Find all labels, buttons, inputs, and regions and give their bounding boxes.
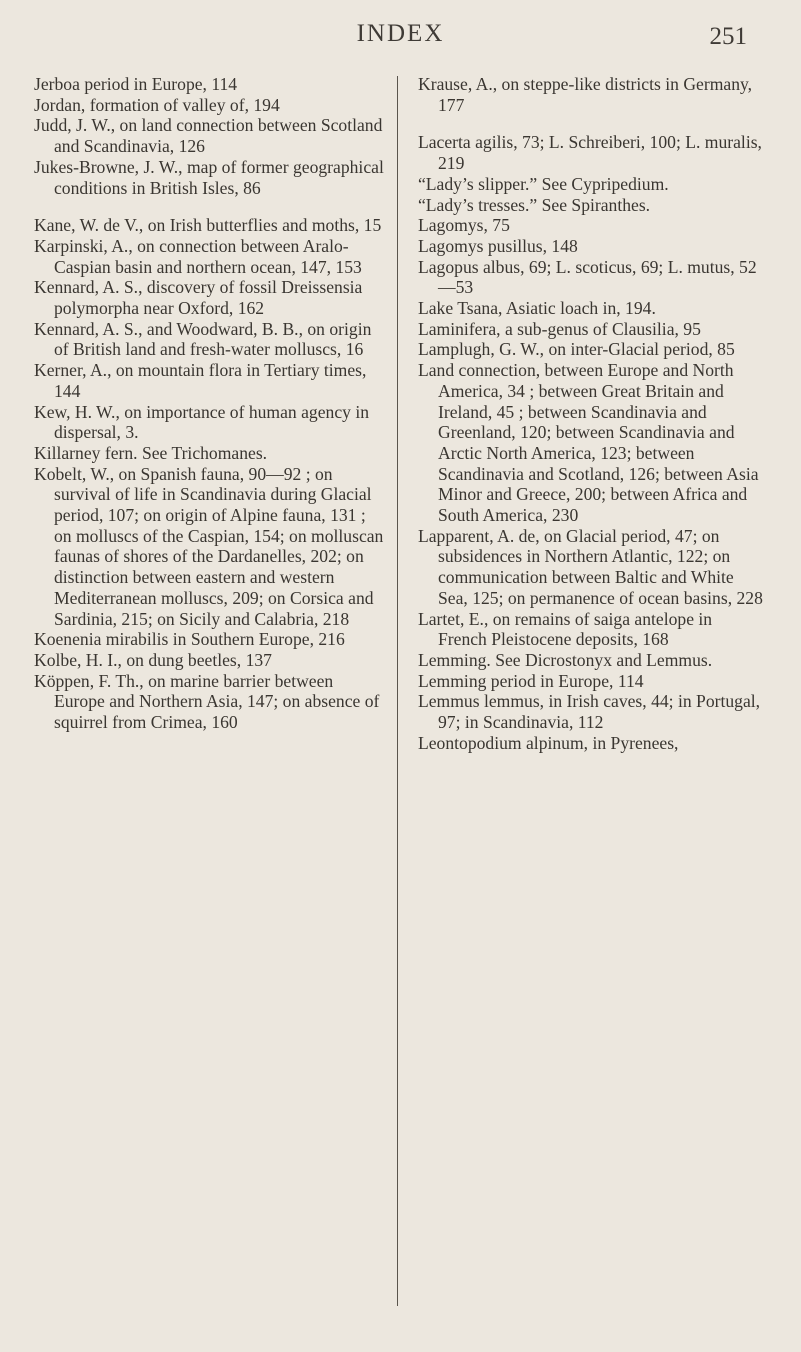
page-number: 251 — [709, 23, 747, 50]
index-entry: Köppen, F. Th., on marine barrier between Europe and Northern Asia, 147; on absence of squirrel from Crimea, 160 — [34, 670, 380, 733]
index-entry: Kane, W. de V., on Irish butterflies and moths, 15 — [34, 215, 382, 236]
index-entry: Kobelt, W., on Spanish fauna, 90—92 ; on survival of life in Scandinavia during Glacial period, 107; on origin of Alpine fauna, 131 ; on molluscs of the Caspian, 154; on molluscan faunas of shores of the Dardanelles, 202; on distinction between eastern and western Mediterranean molluscs, 209; on Corsica and Sardinia, 215; on Sicily and Calabria, 218 — [34, 463, 384, 629]
index-entry: Lagopus albus, 69; L. scoticus, 69; L. mutus, 52—53 — [418, 256, 757, 298]
index-entry: Kennard, A. S., discovery of fossil Dreissensia polymorpha near Oxford, 162 — [34, 277, 363, 319]
index-entry: Lartet, E., on remains of saiga antelope in French Pleistocene deposits, 168 — [418, 608, 713, 650]
letter-gap — [418, 115, 763, 132]
index-entry: Lapparent, A. de, on Glacial period, 47; on subsidences in Northern Atlantic, 122; on communication between Baltic and White Sea, 125; on permanence of ocean basins, 228 — [418, 525, 763, 608]
index-entry: Lamplugh, G. W., on inter-Glacial period, 85 — [418, 339, 735, 360]
index-entry: Lemming. See Dicrostonyx and Lemmus. — [418, 649, 713, 670]
index-entry: Koenenia mirabilis in Southern Europe, 216 — [34, 629, 345, 650]
index-entry: “Lady’s slipper.” See Cypripedium. — [418, 173, 669, 194]
index-entry: Jordan, formation of valley of, 194 — [34, 94, 280, 115]
index-entry: Jerboa period in Europe, 114 — [34, 74, 238, 94]
right-index-column — [418, 74, 763, 754]
index-entry: Kew, H. W., on importance of human agency in dispersal, 3. — [34, 401, 370, 443]
index-entry: Lemming period in Europe, 114 — [418, 670, 644, 691]
page-header — [0, 20, 801, 60]
index-entry: Land connection, between Europe and North America, 34 ; between Great Britain and Ireland, 45 ; between Scandinavia and Greenland, 120; between Scandinavia and Arctic North America, 123; between Scandinavia and Scotland, 126; between Asia Minor and Greece, 200; between Africa and South America, 230 — [418, 360, 759, 526]
index-entry: “Lady’s tresses.” See Spiranthes. — [418, 194, 651, 215]
left-index-column — [34, 74, 385, 733]
index-entry: Lemmus lemmus, in Irish caves, 44; in Portugal, 97; in Scandinavia, 112 — [418, 691, 761, 733]
column-divider — [397, 76, 398, 1306]
index-entry: Kerner, A., on mountain flora in Tertiary times, 144 — [34, 360, 367, 401]
index-entry: Killarney fern. See Trichomanes. — [34, 442, 268, 463]
index-entry: Lagomys pusillus, 148 — [418, 235, 578, 256]
index-entry: Kennard, A. S., and Woodward, B. B., on origin of British land and fresh-water molluscs, 16 — [34, 318, 372, 360]
letter-gap — [34, 198, 385, 215]
index-entry: Jukes-Browne, J. W., map of former geographical conditions in British Isles, 86 — [34, 156, 384, 198]
index-entry: Lake Tsana, Asiatic loach in, 194. — [418, 298, 656, 319]
index-entry: Judd, J. W., on land connection between Scotland and Scandinavia, 126 — [34, 115, 383, 157]
index-entry: Kolbe, H. I., on dung beetles, 137 — [34, 649, 272, 670]
index-entry: Leontopodium alpinum, in Pyrenees, — [418, 732, 679, 753]
index-entry: Krause, A., on steppe-like districts in Germany, 177 — [418, 74, 753, 115]
index-entry: Lagomys, 75 — [418, 215, 510, 236]
index-entry: Lacerta agilis, 73; L. Schreiberi, 100; L. muralis, 219 — [418, 132, 762, 174]
running-head: INDEX — [356, 20, 445, 47]
index-entry: Laminifera, a sub-genus of Clausilia, 95 — [418, 318, 701, 339]
index-entry: Karpinski, A., on connection between Aralo-Caspian basin and northern ocean, 147, 153 — [34, 235, 362, 277]
